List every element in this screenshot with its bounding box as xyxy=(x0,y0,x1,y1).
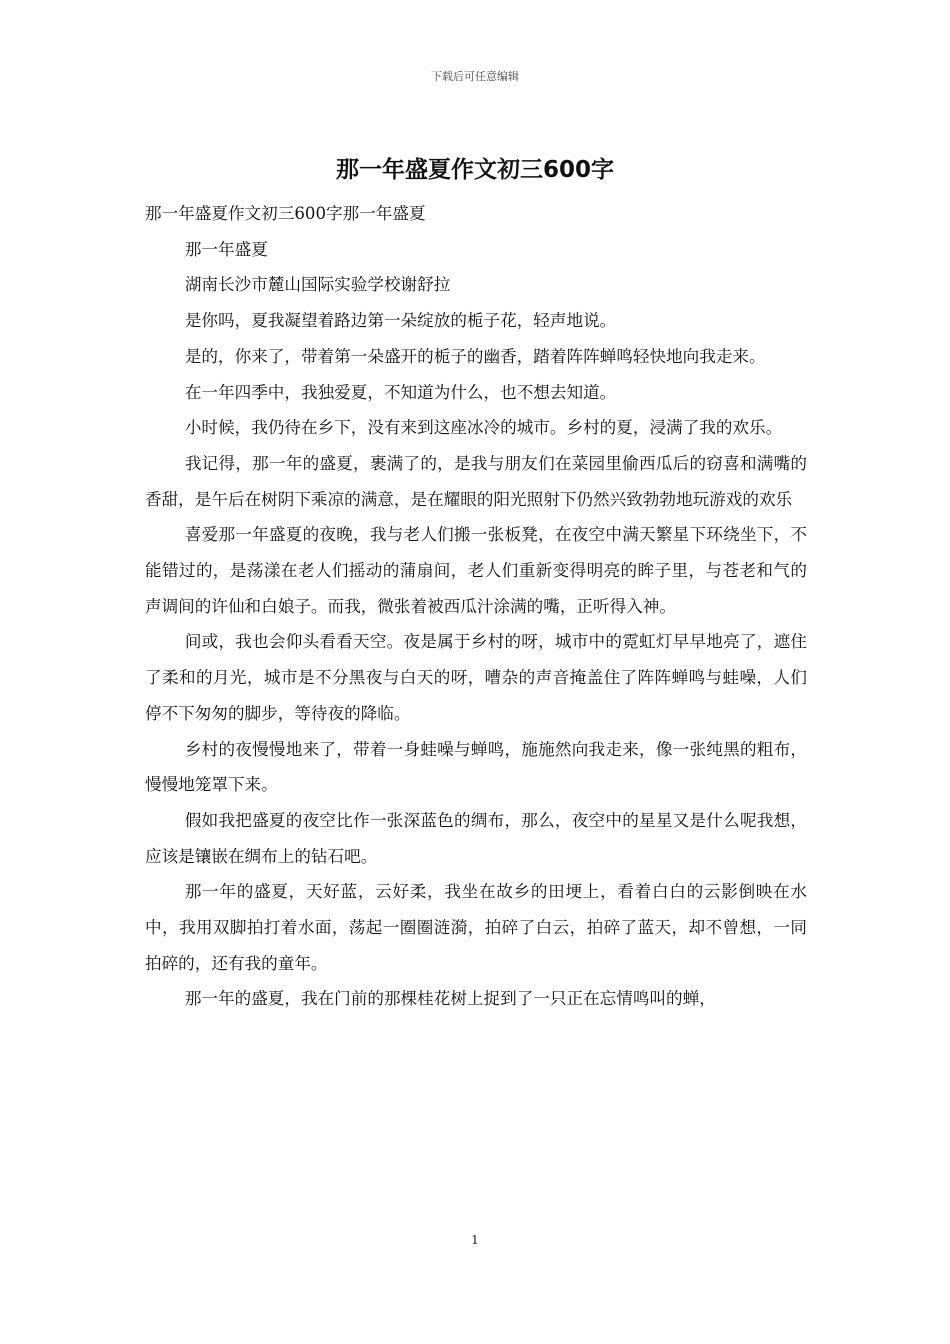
paragraph: 间或，我也会仰头看看天空。夜是属于乡村的呀，城市中的霓虹灯早早地亮了，遮住了柔和的月光，城市是不分黑夜与白天的呀，嘈杂的声音掩盖住了阵阵蝉鸣与蛙噪，人们停不下匆匆的脚步，等待夜的降临。 xyxy=(145,632,807,723)
document-body xyxy=(145,196,807,1017)
paragraph: 我记得，那一年的盛夏，裹满了的，是我与朋友们在菜园里偷西瓜后的窃喜和满嘴的香甜，是午后在树阴下乘凉的满意，是在耀眼的阳光照射下仍然兴致勃勃地玩游戏的欢乐 xyxy=(145,453,807,509)
paragraph: 湖南长沙市麓山国际实验学校谢舒拉 xyxy=(184,275,451,295)
paragraph: 是你吗，夏我凝望着路边第一朵绽放的栀子花，轻声地说。 xyxy=(184,311,617,331)
paragraph: 喜爱那一年盛夏的夜晚，我与老人们搬一张板凳，在夜空中满天繁星下环绕坐下，不能错过的，是荡漾在老人们摇动的蒲扇间，老人们重新变得明亮的眸子里，与苍老和气的声调间的许仙和白娘子。而我，微张着被西瓜汁涂满的嘴，正听得入神。 xyxy=(145,525,807,616)
paragraph: 那一年盛夏作文初三600字那一年盛夏 xyxy=(145,204,426,223)
paragraph: 那一年的盛夏，我在门前的那棵桂花树上捉到了一只正在忘情鸣叫的蝉， xyxy=(184,989,716,1009)
paragraph: 假如我把盛夏的夜空比作一张深蓝色的绸布，那么，夜空中的星星又是什么呢我想，应该是镶嵌在绸布上的钻石吧。 xyxy=(145,810,807,866)
paragraph: 那一年的盛夏，天好蓝，云好柔，我坐在故乡的田埂上，看着白白的云影倒映在水中，我用双脚拍打着水面，荡起一圈圈涟漪，拍碎了白云，拍碎了蓝天，却不曾想，一同拍碎的，还有我的童年。 xyxy=(145,882,807,973)
paragraph: 乡村的夜慢慢地来了，带着一身蛙噪与蝉鸣，施施然向我走来，像一张纯黑的粗布，慢慢地笼罩下来。 xyxy=(145,739,807,795)
page-header-note: 下载后可任意编辑 xyxy=(431,70,519,83)
page-number: 1 xyxy=(471,1233,479,1247)
document-title: 那一年盛夏作文初三600字 xyxy=(335,157,614,183)
paragraph: 在一年四季中，我独爱夏，不知道为什么，也不想去知道。 xyxy=(184,382,617,402)
paragraph: 小时候，我仍待在乡下，没有来到这座冰冷的城市。乡村的夏，浸满了我的欢乐。 xyxy=(184,418,783,438)
paragraph: 是的，你来了，带着第一朵盛开的栀子的幽香，踏着阵阵蝉鸣轻快地向我走来。 xyxy=(184,346,766,366)
paragraph: 那一年盛夏 xyxy=(184,239,268,259)
